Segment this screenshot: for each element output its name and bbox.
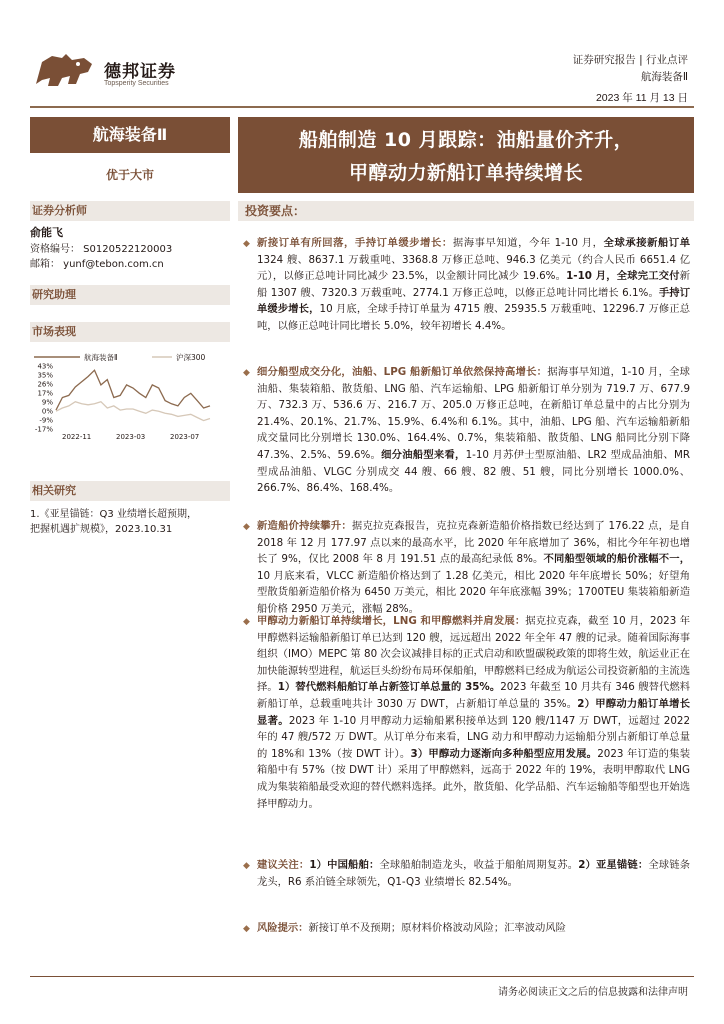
sector-title: 航海装备Ⅱ [30,117,230,153]
title-line-2: 甲醇动力新船订单持续增长 [348,162,583,184]
paragraph-prices: 新造船价持续攀升：据克拉克森报告，克拉克森新造船价格指数已经达到了 176.22 点，是自 2018 年 12 月 177.97 点以来的最高水平，比 2020 年年底增加了 36%，相比今年年初也增长了 9%，仅比 2008 年 8 月 191.51 点的最高纪录低 8%。不同船型领域的船价涨幅不一，10 月底来看，VLCC 新造船价格达到了 1.28 亿美元，相比 2020 年年底增长 50%；好望角型散货船新造船价格为 6450 万美元，相比 2020 年年底涨幅 39%；1700TEU 集装箱船新造船价格 2950 万美元，涨幅 28%。 [257,520,691,615]
brand-name-cn: 德邦证券 [104,62,176,82]
bullet-icon: ◆ [243,617,250,627]
rating: 优于大市 [105,168,154,182]
footer-divider [30,976,694,977]
bullet-icon: ◆ [243,861,250,871]
legend-label-index: 沪深300 [176,353,206,362]
header-divider [30,106,694,108]
market-heading: 市场表现 [30,322,230,342]
y-tick-label: -9% [39,416,53,425]
report-date: 2023 年 11 月 13 日 [595,92,688,104]
series-line-index [56,402,210,421]
footer-disclaimer: 请务必阅读正文之后的信息披露和法律声明 [498,987,688,998]
bullet-icon: ◆ [243,522,250,532]
y-tick-label: 9% [41,398,53,407]
report-title [238,117,694,193]
analyst-email: 邮箱： yunf@tebon.com.cn [30,259,164,270]
related-item-1-line-2: 把握机遇扩规模》，2023.10.31 [30,524,173,535]
related-heading: 相关研究 [30,481,230,501]
header-sector: 航海装备Ⅱ [640,71,688,83]
bullet-icon: ◆ [243,368,250,378]
x-tick-label: 2022-11 [62,433,92,441]
paragraph-risk: 风险提示：新接订单不及预期；原材料价格波动风险；汇率波动风险 [257,922,566,934]
company-logo [32,50,98,90]
paragraph-recommendation: 建议关注：1）中国船舶：全球船舶制造龙头，收益于船舶周期复苏。2）亚星锚链：全球链条龙头，R6 系泊链全球领先，Q1-Q3 业绩增长 82.54%。 [257,859,691,888]
y-tick-label: 26% [37,380,53,389]
y-tick-label: 35% [37,371,53,380]
y-tick-label: -17% [34,425,53,434]
analyst-heading: 证券分析师 [30,201,230,221]
section-heading: 投资要点： [238,201,694,221]
analyst-name: 俞能飞 [30,226,63,239]
legend-label-sector: 航海装备Ⅱ [84,353,118,362]
y-tick-label: 0% [41,407,53,416]
series-line-sector [56,370,210,410]
title-line-1: 船舶制造 10 月跟踪：油船量价齐升， [298,129,634,151]
paragraph-orders: 新接订单有所回落，手持订单缓步增长：据海事早知道，今年 1-10 月，全球承接新船订单 1324 艘、8637.1 万载重吨、3368.8 万修正总吨、946.3 亿美元（约合人民币 6651.4 亿元），以修正总吨计同比减少 23.5%，以金额计同比减少 19.6%。1-10 月，全球完工交付新船 1307 艘、7320.3 万载重吨、2774.1 万修正总吨，以修正总吨计同比增长 6.1%。手持订单缓步增长，10 月底，全球手持订单量为 4715 艘、25935.5 万载重吨、12296.7 万修正总吨，以修正总吨计同比增长 5.0%，较年初增长 4.4%。 [257,237,691,332]
paragraph-ship-types: 细分船型成交分化，油船、LPG 船新船订单依然保持高增长：据海事早知道，1-10 月，全球油船、集装箱船、散货船、LNG 船、汽车运输船、LPG 船新船订单分别为 719.7 万、677.9 万、732.3 万、536.6 万、216.7 万、205.0 万修正总吨，在新船订单总量中的占比分别为 21.4%、20.1%、21.7%、15.9%、6.4%和 6.1%。其中，油船、LPG 船、汽车运输船新船成交量同比分别增长 130.0%、164.4%、0.7%，集装箱船、散货船、LNG 船同比分别下降 47.3%、2.5%、59.6%。细分油船型来看，1-10 月苏伊士型原油船、LR2 型成品油船、MR 型成品油船、VLGC 分别成交 44 艘、66 艘、82 艘、51 艘，同比分别增长 1000.0%、266.7%、86.4%、168.4%。 [257,366,690,495]
market-performance-chart [30,352,230,462]
y-tick-label: 17% [37,389,53,398]
x-tick-label: 2023-07 [170,433,200,441]
x-tick-label: 2023-03 [116,433,146,441]
assistant-heading: 研究助理 [30,285,230,305]
bullet-icon: ◆ [243,239,250,249]
y-tick-label: 43% [37,362,53,371]
brand-name-en: Topsperity Securities [104,80,169,87]
report-type: 证券研究报告 | 行业点评 [572,54,688,66]
analyst-cert: 资格编号： S0120522120003 [30,244,173,255]
bullet-icon: ◆ [243,924,250,934]
paragraph-methanol: 甲醇动力新船订单持续增长，LNG 和甲醇燃料并肩发展：据克拉克森，截至 10 月，2023 年甲醇燃料运输船新船订单已达到 120 艘，远远超出 2022 年全年 47 艘的记录。随着国际海事组织（IMO）MEPC 第 80 次会议减排目标的正式启动和欧盟碳税政策的即将生效，航运业正在加快能源转型进程，航运巨头纷纷布局环保船舶，甲醇燃料已经成为航运公司投资新船的主流选择。1）替代燃料船舶订单占新签订单总量的 35%。2023 年截至 10 月共有 346 艘替代燃料新船订单，总载重吨共计 3030 万 DWT，占新船订单总量的 35%。2）甲醇动力船订单增长显著。2023 年 1-10 月甲醇动力运输船累积接单达到 120 艘/1147 万 DWT，远超过 2022 年的 47 艘/572 万 DWT。从订单分布来看，LNG 动力和甲醇动力运输船分别占新船订单总量的 18%和 13%（按 DWT 计）。3）甲醇动力逐渐向多种船型应用发展。2023 年订造的集装箱船中有 57%（按 DWT 计）采用了甲醇燃料，远高于 2022 年的 19%，表明甲醇取代 LNG 成为集装箱船最受欢迎的替代燃料选择。此外，散货船、化学品船、汽车运输船等船型也开始选择甲醇动力。 [257,615,691,810]
related-item-1-line-1: 1.《亚星锚链：Q3 业绩增长超预期， [30,509,197,520]
